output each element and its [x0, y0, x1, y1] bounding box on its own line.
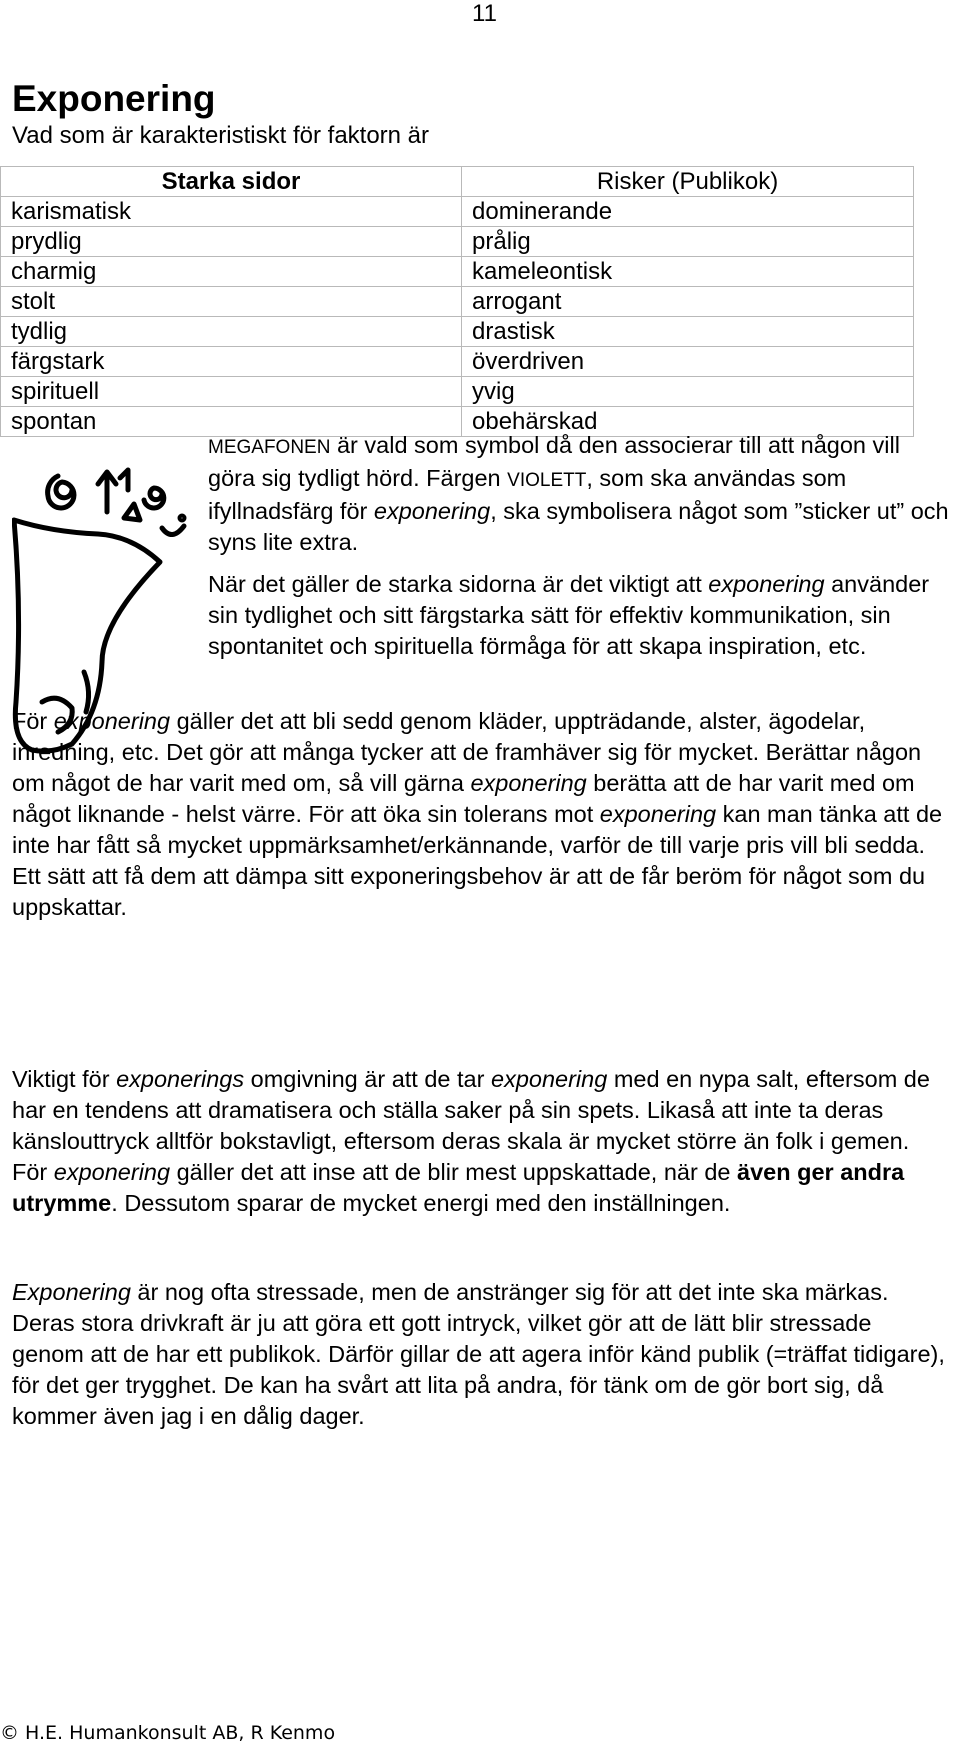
emphasis: exponering — [373, 498, 491, 524]
emphasis: exponering — [491, 1066, 608, 1092]
risk-cell: prålig — [462, 227, 914, 257]
strength-cell: karismatisk — [1, 197, 462, 227]
strength-cell: charmig — [1, 257, 462, 287]
symbol-paragraph — [208, 430, 953, 558]
text-span: gäller det att bli sedd genom kläder, uppträdande, alster, ägodelar, inredning, etc. Det gör att många tycker att de framhäver sig för mycket. Berättar någon om något de har varit med om, så vill gärna — [12, 708, 922, 796]
emphasis: exponering — [599, 801, 717, 827]
risk-cell: kameleontisk — [462, 257, 914, 287]
text-span: med en nypa salt, eftersom de har en tendens att dramatisera och ställa saker på sin spets. Likaså att inte ta deras känslouttryck alltför bokstavligt, eftersom deras skala är mycket större än folk i gemen. För — [12, 1066, 930, 1185]
text-span: är vald som symbol då den associerar till att någon vill göra sig tydligt hörd. Färgen — [208, 432, 900, 491]
risk-cell: drastisk — [462, 317, 914, 347]
paragraph-surroundings — [12, 1064, 947, 1219]
strength-cell: spontan — [1, 407, 462, 437]
bold-emphasis: även ger andra utrymme — [12, 1159, 905, 1216]
strength-cell: tydlig — [1, 317, 462, 347]
table-header-row — [1, 167, 914, 197]
text-span: omgivning är att de tar — [244, 1066, 491, 1092]
paragraph-stress — [12, 1277, 947, 1432]
risk-cell: yvig — [462, 377, 914, 407]
emphasis: exponering — [470, 770, 587, 796]
table-row — [1, 377, 914, 407]
risk-cell: överdriven — [462, 347, 914, 377]
paragraph-visibility — [12, 706, 947, 923]
emphasis: Exponering — [12, 1279, 131, 1305]
text-span: , ska symbolisera något som ”sticker ut” och syns lite extra. — [208, 498, 949, 555]
text-span: kan man tänka att de inte har fått så mycket uppmärksamhet/erkännande, varför de till varje pris vill bli sedda. Ett sätt att få dem att dämpa sitt exponeringsbehov är att de får beröm för något som du uppskattar. — [12, 801, 943, 920]
text-span: använder sin tydlighet och sitt färgstarka sätt för effektiv kommunikation, sin spontanitet och spirituella förmåga för att skapa inspiration, etc. — [208, 571, 930, 659]
risk-cell: dominerande — [462, 197, 914, 227]
table-row — [1, 257, 914, 287]
text-span: , som ska användas som ifyllnadsfärg för — [208, 465, 847, 524]
risk-cell: obehärskad — [462, 407, 914, 437]
text-span: . Dessutom sparar de mycket energi med den inställningen. — [111, 1190, 731, 1216]
table-row — [1, 347, 914, 377]
text-span: Viktigt för — [12, 1066, 117, 1092]
text-span: gäller det att inse att de blir mest uppskattade, när de — [170, 1159, 738, 1185]
text-span: För — [12, 708, 54, 734]
footer-copyright: © H.E. Humankonsult AB, R Kenmo — [0, 1722, 336, 1744]
text-span: När det gäller de starka sidorna är det viktigt att — [208, 571, 709, 597]
megafonen-term: MEGAFONEN — [208, 437, 331, 458]
text-span: berätta att de har varit med om något liknande - helst värre. För att öka sin tolerans mot — [12, 770, 915, 827]
emphasis: exponerings — [116, 1066, 245, 1092]
strength-cell: färgstark — [1, 347, 462, 377]
table-row — [1, 317, 914, 347]
page-number: 11 — [472, 0, 497, 27]
subtitle: Vad som är karakteristiskt för faktorn är — [12, 122, 430, 149]
traits-table — [0, 166, 914, 437]
strength-cell: stolt — [1, 287, 462, 317]
emphasis: exponering — [53, 1159, 171, 1185]
risk-cell: arrogant — [462, 287, 914, 317]
table-row — [1, 227, 914, 257]
violett-term: VIOLETT — [507, 470, 587, 491]
table-row — [1, 197, 914, 227]
emphasis: exponering — [708, 571, 825, 597]
text-span: är nog ofta stressade, men de anstränger sig för att det inte ska märkas. Deras stora drivkraft är ju att göra ett gott intryck, vilket gör att de lätt blir stressade genom att de har ett publikok. Därför gillar de att agera inför känd publik (=träffat tidigare), för det ger trygghet. De kan ha svårt att lita på andra, för tänk om de gör bort sig, då kommer även jag i en dålig dager. — [12, 1279, 945, 1429]
strength-cell: spirituell — [1, 377, 462, 407]
strength-cell: prydlig — [1, 227, 462, 257]
table-row — [1, 287, 914, 317]
header-risks: Risker (Publikok) — [462, 167, 914, 197]
strengths-paragraph — [208, 569, 953, 662]
header-strengths: Starka sidor — [1, 167, 462, 197]
page-title: Exponering — [12, 78, 216, 119]
emphasis: exponering — [53, 708, 171, 734]
